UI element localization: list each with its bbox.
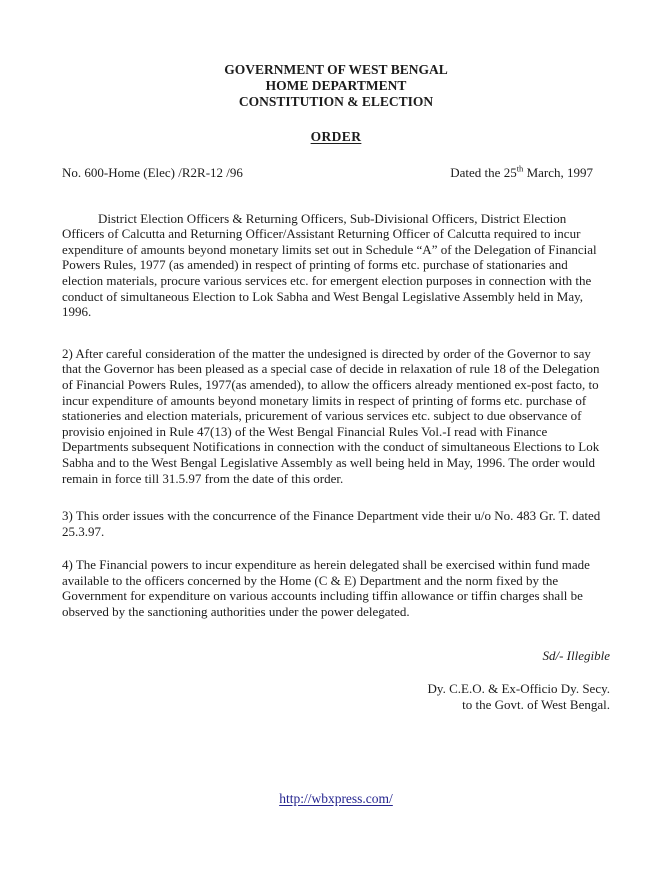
signature-block xyxy=(62,648,610,713)
order-date-suffix: March, 1997 xyxy=(523,165,593,180)
paragraph-2: 2) After careful consideration of the matter the undesigned is directed by order of the Governor to say that the Governor has been pleased as a special case of decide in relaxation of rule 18 of the Delegation of Financial Powers Rules, 1977(as amended), to allow the officers already mentioned ex-post facto, to incur expenditure of amounts beyond monetary limits in respect of printing of forms etc. purchase of stationeries and election materials, pricurement of various services etc. subject to due observance of provisio enjoined in Rule 47(13) of the West Bengal Financial Rules Vol.-I read with Finance Departments subsequent Notifications in connection with the conduct of simultaneous Elections to Lok Sabha and to the West Bengal Legislative Assembly as well being held in May, 1996. The order would remain in force till 31.5.97 from the date of this order. xyxy=(62,345,600,486)
footer xyxy=(0,791,672,807)
order-date-ordinal: th xyxy=(516,163,524,174)
department-title: HOME DEPARTMENT xyxy=(265,78,407,93)
paragraph-4: 4) The Financial powers to incur expenditure as herein delegated shall be exercised within fund made available to the officers concerned by the Home (C & E) Department and the norm fixed by the Government for expenditure on various accounts including tiffin allowance or tiffin charges shall be observed by the sanctioning authorities under the power delegated. xyxy=(62,557,590,620)
order-heading xyxy=(62,129,610,144)
order-body xyxy=(62,211,610,620)
order-heading-text: ORDER xyxy=(310,129,362,144)
signature-designation-line2: to the Govt. of West Bengal. xyxy=(462,696,610,712)
section-title: CONSTITUTION & ELECTION xyxy=(238,94,434,109)
signature-designation xyxy=(62,681,610,712)
signature-designation-line1: Dy. C.E.O. & Ex-Officio Dy. Secy. xyxy=(427,681,610,697)
footer-link[interactable]: http://wbxpress.com/ xyxy=(279,791,393,806)
order-date xyxy=(450,165,593,181)
paragraph-3: 3) This order issues with the concurrence of the Finance Department vide their u/o No. 483 Gr. T. dated 25.3.97. xyxy=(62,508,601,539)
reference-row xyxy=(62,165,610,181)
signature-sd: Sd/- Illegible xyxy=(542,647,610,663)
paragraph-1: District Election Officers & Returning Officers, Sub-Divisional Officers, District Election Officers of Calcutta and Returning Officer/Assistant Returning Officer of Calcutta required to incur expenditure of amounts beyond monetary limits set out in Schedule “A” of the Delegation of Financial Powers Rules, 1977 (as amended) in respect of printing of forms etc. purchase of stationaries and election materials, procure various services etc. for emergent election purposes in connection with the conduct of simultaneous Election to Lok Sabha and West Bengal Legislative Assembly held in May, 1996. xyxy=(62,210,597,320)
order-number: No. 600-Home (Elec) /R2R-12 /96 xyxy=(62,165,243,180)
order-date-prefix: Dated the 25 xyxy=(450,165,517,180)
document-header xyxy=(62,0,610,110)
org-title: GOVERNMENT OF WEST BENGAL xyxy=(224,62,448,77)
